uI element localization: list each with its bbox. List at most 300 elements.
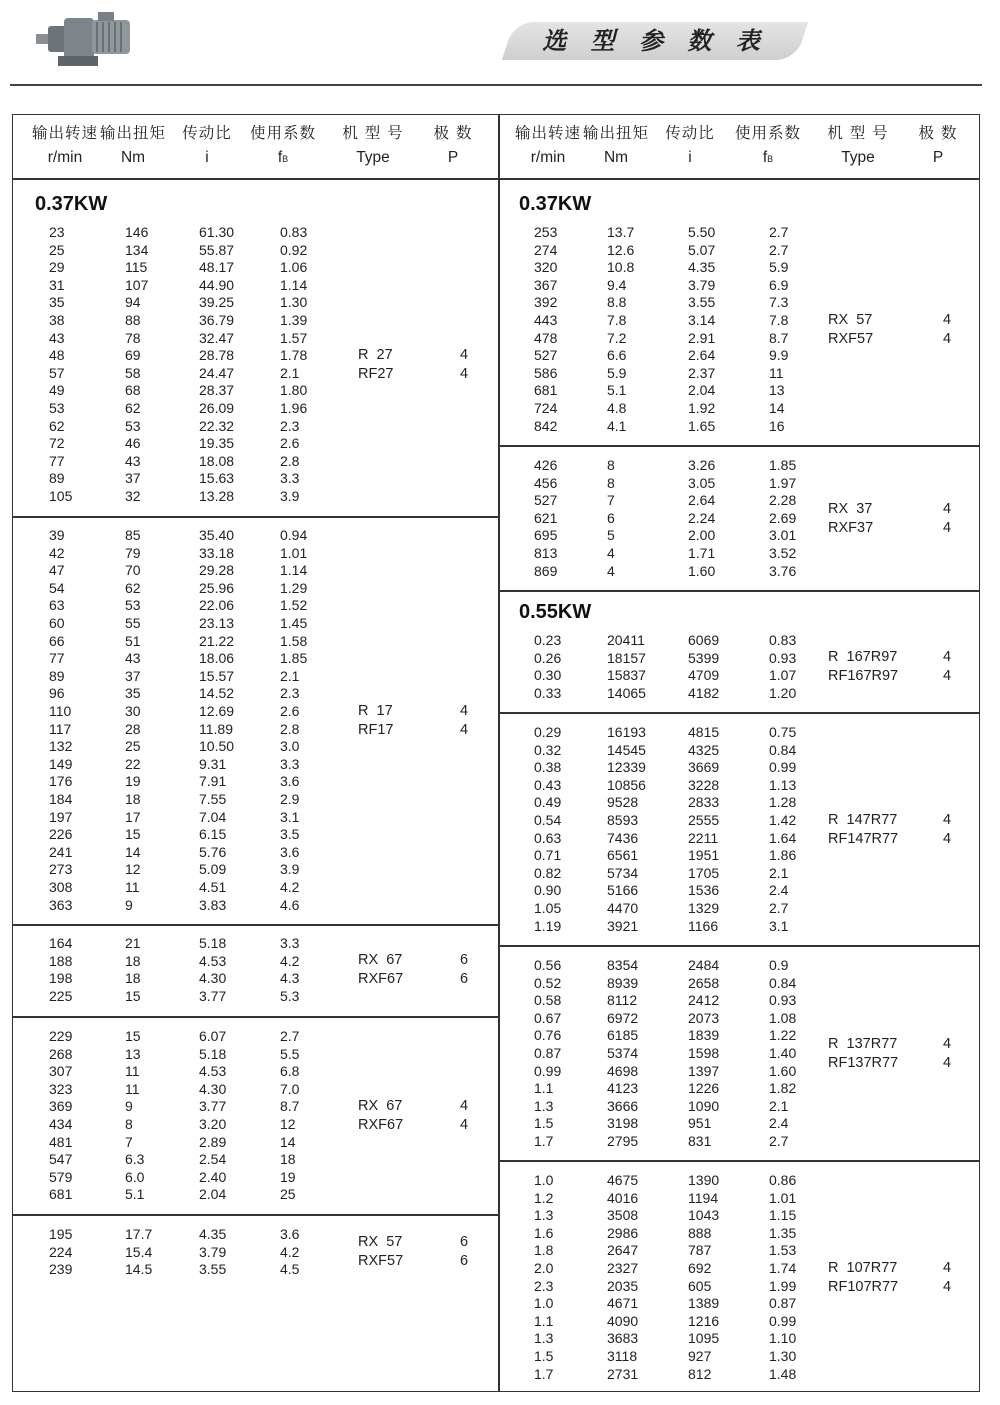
table-cell: 47 <box>49 562 65 579</box>
table-cell: 268 <box>49 1045 73 1062</box>
table-cell: 1839 <box>688 1027 720 1044</box>
model-type: R 137R77 RF137R77 <box>828 1035 899 1071</box>
table-cell: 0.43 <box>534 776 562 793</box>
table-cell: 4123 <box>607 1080 639 1097</box>
table-cell: 1.7 <box>534 1133 554 1149</box>
table-cell: 0.94 <box>280 527 308 543</box>
table-cell: 4090 <box>607 1312 639 1329</box>
table-cell: 25 <box>125 738 141 755</box>
column-header-cn: 输出转速 <box>31 124 98 142</box>
table-cell: 239 <box>49 1261 73 1278</box>
table-cell: 195 <box>49 1226 73 1242</box>
table-cell: 37 <box>125 470 141 487</box>
column-header-cn: 传动比 <box>665 124 715 142</box>
table-cell: 35 <box>49 294 65 311</box>
table-cell: 2073 <box>688 1009 720 1026</box>
table-cell: 0.75 <box>769 724 797 740</box>
table-cell: 2.1 <box>769 1097 789 1114</box>
table-cell: 4.2 <box>280 879 300 895</box>
table-cell: 3118 <box>607 1348 638 1364</box>
page-title: 选 型 参 数 表 <box>542 27 768 55</box>
table-cell: 8939 <box>607 974 639 991</box>
table-cell: 19 <box>125 773 141 790</box>
table-cell: 831 <box>688 1133 712 1149</box>
table-cell: 0.71 <box>534 847 562 864</box>
table-cell: 456 <box>534 474 558 491</box>
table-cell: 2.40 <box>199 1168 227 1185</box>
column-header-right-4 <box>728 121 808 171</box>
table-cell: 0.32 <box>534 741 562 758</box>
pole-count: 4 4 <box>943 1259 952 1295</box>
header-divider <box>13 178 979 180</box>
table-cell: 1.1 <box>534 1312 554 1329</box>
table-cell: 1.08 <box>769 1009 797 1026</box>
table-cell: 5.50 <box>688 224 716 240</box>
table-cell: 15.63 <box>199 470 235 487</box>
table-cell: 77 <box>49 650 65 667</box>
table-cell: 11.89 <box>199 720 233 737</box>
table-cell: 16193 <box>607 724 646 740</box>
table-cell: 2.7 <box>769 900 789 916</box>
table-cell: 4 <box>607 562 615 579</box>
table-cell: 6.6 <box>607 347 627 364</box>
table-cell: 6.15 <box>199 826 227 843</box>
column-header-cn: 机 型 号 <box>827 124 889 142</box>
table-cell: 23 <box>49 224 65 240</box>
table-cell: 1.14 <box>280 562 308 579</box>
table-cell: 4675 <box>607 1172 639 1188</box>
table-cell: 0.99 <box>534 1062 562 1079</box>
table-cell: 3.83 <box>199 896 227 913</box>
table-cell: 1.22 <box>769 1027 797 1044</box>
table-cell: 681 <box>49 1186 73 1203</box>
table-cell: 3.79 <box>199 1243 227 1260</box>
table-cell: 1.85 <box>280 650 308 667</box>
table-cell: 0.76 <box>534 1027 562 1044</box>
table-cell: 198 <box>49 970 73 987</box>
column-header-en: P <box>447 149 459 166</box>
table-cell: 2035 <box>607 1277 639 1294</box>
column-header-cn: 输出扭矩 <box>582 124 649 142</box>
table-cell: 0.56 <box>534 957 562 973</box>
table-cell: 787 <box>688 1242 712 1259</box>
column-header-right-6 <box>908 121 968 171</box>
table-cell: 2.7 <box>280 1028 300 1044</box>
table-cell: 1.78 <box>280 347 308 364</box>
table-cell: 2.8 <box>280 452 300 469</box>
table-cell: 0.90 <box>534 882 562 899</box>
table-cell: 2.04 <box>199 1186 227 1203</box>
table-cell: 6972 <box>607 1009 639 1026</box>
table-cell: 1.13 <box>769 776 797 793</box>
table-cell: 0.26 <box>534 649 562 666</box>
column-header-en: Type <box>356 149 390 166</box>
table-cell: 146 <box>125 224 149 240</box>
table-cell: 0.92 <box>280 241 308 258</box>
column-header-left-4 <box>243 121 323 171</box>
table-cell: 0.86 <box>769 1172 797 1188</box>
table-cell: 1.48 <box>769 1365 797 1382</box>
table-cell: 22 <box>125 755 141 772</box>
table-cell: 63 <box>49 597 65 614</box>
pole-count: 4 4 <box>943 1035 952 1071</box>
group-separator <box>13 516 499 518</box>
column-header-en: Nm <box>120 149 146 166</box>
table-cell: 9.9 <box>769 347 789 364</box>
table-cell: 32 <box>125 488 141 504</box>
table-cell: 9.31 <box>199 755 227 772</box>
column-header-left-2 <box>95 121 171 171</box>
table-cell: 2.69 <box>769 509 797 526</box>
table-cell: 7 <box>125 1133 133 1150</box>
table-cell: 1.29 <box>280 579 308 596</box>
table-cell: 1.20 <box>769 684 797 701</box>
table-cell: 28.78 <box>199 347 235 364</box>
table-cell: 3.52 <box>769 545 797 561</box>
table-cell: 2647 <box>607 1242 639 1259</box>
table-cell: 88 <box>125 312 141 328</box>
table-cell: 6.9 <box>769 276 789 293</box>
table-cell: 18 <box>125 791 141 807</box>
table-cell: 11 <box>125 879 140 895</box>
table-cell: 89 <box>49 667 65 684</box>
table-cell: 24.47 <box>199 364 235 381</box>
table-cell: 1.97 <box>769 474 797 491</box>
table-cell: 31 <box>49 276 65 293</box>
table-cell: 888 <box>688 1224 712 1241</box>
column-header-en: fB <box>762 149 774 166</box>
table-cell: 85 <box>125 527 141 543</box>
table-cell: 55 <box>125 615 141 631</box>
table-cell: 579 <box>49 1168 73 1185</box>
table-cell: 2731 <box>607 1365 639 1382</box>
table-cell: 4709 <box>688 667 720 684</box>
table-cell: 1.60 <box>769 1062 797 1079</box>
table-cell: 1705 <box>688 864 720 881</box>
column-header-left-1 <box>27 121 103 171</box>
column-header-cn: 机 型 号 <box>342 124 404 142</box>
table-cell: 2833 <box>688 794 720 811</box>
table-cell: 1.30 <box>769 1348 797 1364</box>
table-cell: 33.18 <box>199 544 235 561</box>
table-cell: 1.6 <box>534 1224 554 1241</box>
table-cell: 927 <box>688 1348 712 1364</box>
power-label: 0.37KW <box>35 193 108 215</box>
table-cell: 229 <box>49 1028 73 1044</box>
table-cell: 1.5 <box>534 1115 554 1132</box>
table-cell: 2.91 <box>688 329 716 346</box>
table-cell: 3.79 <box>688 276 716 293</box>
table-cell: 5734 <box>607 864 639 881</box>
table-cell: 812 <box>688 1365 712 1382</box>
table-cell: 1536 <box>688 882 720 899</box>
table-cell: 3.05 <box>688 474 716 491</box>
table-cell: 117 <box>49 720 72 737</box>
table-cell: 35 <box>125 685 141 702</box>
table-cell: 1.53 <box>769 1242 797 1259</box>
table-cell: 7.2 <box>607 329 627 346</box>
table-cell: 9 <box>125 1098 133 1115</box>
table-cell: 2.7 <box>769 1133 789 1149</box>
table-cell: 15837 <box>607 667 646 684</box>
table-cell: 5399 <box>688 649 720 666</box>
table-cell: 586 <box>534 364 558 381</box>
table-cell: 1216 <box>688 1312 720 1329</box>
table-cell: 0.83 <box>280 224 308 240</box>
model-type: R 107R77 RF107R77 <box>828 1259 899 1295</box>
table-cell: 320 <box>534 259 558 276</box>
table-cell: 18 <box>125 952 141 969</box>
model-type: RX 67 RXF67 <box>358 1098 404 1133</box>
table-cell: 26.09 <box>199 400 235 416</box>
column-header-cn: 使用系数 <box>249 124 316 142</box>
table-cell: 4 <box>607 545 615 561</box>
pole-count: 4 4 <box>460 346 469 382</box>
table-cell: 5.76 <box>199 843 227 860</box>
table-cell: 3.14 <box>688 312 716 328</box>
table-cell: 94 <box>125 294 141 311</box>
table-cell: 426 <box>534 457 558 473</box>
table-cell: 15 <box>125 1028 141 1044</box>
table-cell: 10.8 <box>607 259 635 276</box>
table-cell: 869 <box>534 562 558 579</box>
table-cell: 1.0 <box>534 1295 554 1312</box>
selection-parameter-table <box>12 114 980 1392</box>
table-cell: 13 <box>769 382 785 399</box>
column-header-en: fB <box>277 149 289 166</box>
table-cell: 149 <box>49 755 73 772</box>
table-cell: 5.9 <box>769 259 789 276</box>
table-cell: 18.06 <box>199 650 235 667</box>
table-cell: 1.60 <box>688 562 716 579</box>
table-cell: 2.7 <box>769 241 789 258</box>
table-cell: 2795 <box>607 1133 639 1149</box>
table-cell: 13 <box>125 1045 141 1062</box>
table-cell: 17.7 <box>125 1226 153 1242</box>
table-cell: 17 <box>125 808 141 825</box>
table-cell: 20411 <box>607 632 645 648</box>
table-cell: 1.3 <box>534 1097 554 1114</box>
table-cell: 1.3 <box>534 1207 554 1224</box>
table-cell: 2.1 <box>769 864 789 881</box>
table-cell: 13.28 <box>199 488 235 504</box>
table-cell: 2.89 <box>199 1133 227 1150</box>
table-cell: 3.9 <box>280 488 300 504</box>
table-cell: 14 <box>280 1133 296 1150</box>
group-separator <box>499 945 979 947</box>
group-separator <box>13 1016 499 1018</box>
table-cell: 1.80 <box>280 382 308 399</box>
table-cell: 3666 <box>607 1097 639 1114</box>
table-cell: 68 <box>125 382 141 399</box>
table-cell: 2.7 <box>769 224 789 240</box>
table-cell: 226 <box>49 826 73 843</box>
table-cell: 8112 <box>607 992 638 1009</box>
table-cell: 1095 <box>688 1330 720 1347</box>
table-cell: 3508 <box>607 1207 639 1224</box>
table-cell: 3.6 <box>280 843 300 860</box>
column-header-cn: 极 数 <box>433 124 473 142</box>
table-cell: 4.35 <box>688 259 716 276</box>
table-cell: 621 <box>534 509 558 526</box>
table-cell: 176 <box>49 773 73 790</box>
table-cell: 36.79 <box>199 312 235 328</box>
model-type: R 147R77 RF147R77 <box>828 811 899 847</box>
table-cell: 58 <box>125 364 141 381</box>
table-cell: 3.0 <box>280 738 300 755</box>
table-cell: 0.63 <box>534 829 562 846</box>
table-cell: 8.8 <box>607 294 627 311</box>
table-cell: 8 <box>607 474 615 491</box>
table-cell: 62 <box>125 579 141 596</box>
table-cell: 25 <box>49 241 65 258</box>
table-cell: 1.19 <box>534 917 562 934</box>
group-separator <box>499 1160 979 1162</box>
table-cell: 1.01 <box>769 1189 797 1206</box>
table-cell: 1.52 <box>280 597 308 614</box>
gear-motor-icon <box>34 8 134 72</box>
model-type: R 17 RF17 <box>358 702 394 738</box>
table-cell: 22.32 <box>199 417 235 434</box>
table-cell: 2.00 <box>688 527 716 544</box>
table-cell: 0.84 <box>769 974 797 991</box>
table-cell: 1194 <box>688 1189 719 1206</box>
table-cell: 22.06 <box>199 597 235 614</box>
group-separator <box>499 712 979 714</box>
table-cell: 5.9 <box>607 364 627 381</box>
table-cell: 2.8 <box>280 720 300 737</box>
table-cell: 43 <box>125 650 141 667</box>
table-cell: 77 <box>49 452 65 469</box>
table-cell: 3.55 <box>199 1261 227 1278</box>
table-cell: 11 <box>769 364 784 381</box>
model-type: R 167R97 RF167R97 <box>828 649 899 685</box>
table-cell: 4.2 <box>280 1243 300 1260</box>
table-cell: 3.3 <box>280 935 300 951</box>
table-cell: 2.37 <box>688 364 716 381</box>
table-cell: 0.9 <box>769 957 789 973</box>
table-cell: 3.5 <box>280 826 300 843</box>
power-label: 0.55KW <box>519 601 592 623</box>
table-cell: 2.4 <box>769 1115 789 1132</box>
table-cell: 53 <box>125 597 141 614</box>
table-cell: 11 <box>125 1063 140 1080</box>
pole-count: 4 4 <box>460 702 469 738</box>
table-cell: 16 <box>769 417 785 434</box>
table-cell: 15 <box>125 987 141 1004</box>
table-cell: 1390 <box>688 1172 720 1188</box>
pole-count: 4 4 <box>943 649 952 685</box>
table-cell: 1.28 <box>769 794 797 811</box>
table-cell: 15.4 <box>125 1243 153 1260</box>
table-cell: 60 <box>49 615 65 631</box>
table-cell: 1.92 <box>688 400 716 416</box>
table-cell: 443 <box>534 312 558 328</box>
table-cell: 1397 <box>688 1062 720 1079</box>
table-cell: 89 <box>49 470 65 487</box>
table-cell: 164 <box>49 935 73 951</box>
table-cell: 105 <box>49 488 73 504</box>
table-cell: 2.1 <box>280 667 300 684</box>
table-cell: 724 <box>534 400 558 416</box>
table-cell: 51 <box>125 632 141 649</box>
table-cell: 49 <box>49 382 65 399</box>
table-cell: 1.74 <box>769 1260 797 1276</box>
column-header-left-6 <box>423 121 483 171</box>
table-cell: 2.0 <box>534 1260 554 1276</box>
group-separator <box>499 445 979 447</box>
table-cell: 107 <box>125 276 149 293</box>
table-cell: 6.3 <box>125 1151 145 1168</box>
table-cell: 0.58 <box>534 992 562 1009</box>
table-cell: 10.50 <box>199 738 235 755</box>
table-cell: 4016 <box>607 1189 639 1206</box>
table-cell: 2484 <box>688 957 720 973</box>
table-cell: 6561 <box>607 847 639 864</box>
table-cell: 9.4 <box>607 276 627 293</box>
table-cell: 7.8 <box>769 312 789 328</box>
table-cell: 10856 <box>607 776 646 793</box>
group-separator <box>13 924 499 926</box>
table-cell: 29.28 <box>199 562 235 579</box>
table-cell: 241 <box>49 843 73 860</box>
table-cell: 2327 <box>607 1260 639 1276</box>
table-cell: 44.90 <box>199 276 235 293</box>
table-cell: 1.35 <box>769 1224 797 1241</box>
column-header-cn: 极 数 <box>918 124 958 142</box>
table-cell: 12339 <box>607 759 646 776</box>
table-cell: 4.2 <box>280 952 300 969</box>
table-cell: 48.17 <box>199 259 235 276</box>
table-cell: 0.99 <box>769 1312 797 1329</box>
table-cell: 2211 <box>688 829 719 846</box>
table-cell: 1.58 <box>280 632 308 649</box>
table-cell: 7 <box>607 492 615 509</box>
table-cell: 1.96 <box>280 400 308 416</box>
table-cell: 57 <box>49 364 65 381</box>
table-cell: 7.04 <box>199 808 227 825</box>
table-cell: 1.8 <box>534 1242 554 1259</box>
table-cell: 32.47 <box>199 329 235 346</box>
table-cell: 3.6 <box>280 1226 300 1242</box>
table-cell: 13.7 <box>607 224 635 240</box>
table-cell: 134 <box>125 241 149 258</box>
table-cell: 1.3 <box>534 1330 554 1347</box>
table-cell: 4.53 <box>199 952 227 969</box>
table-cell: 0.52 <box>534 974 562 991</box>
table-cell: 2.4 <box>769 882 789 899</box>
table-cell: 4.3 <box>280 970 300 987</box>
table-cell: 14 <box>769 400 785 416</box>
table-cell: 28.37 <box>199 382 235 399</box>
table-cell: 62 <box>49 417 65 434</box>
table-cell: 69 <box>125 347 141 364</box>
table-cell: 527 <box>534 492 558 509</box>
pole-count: 6 6 <box>460 1234 469 1270</box>
table-cell: 7.91 <box>199 773 227 790</box>
table-cell: 0.49 <box>534 794 562 811</box>
table-cell: 184 <box>49 791 73 807</box>
table-cell: 2555 <box>688 812 720 828</box>
table-cell: 2.04 <box>688 382 716 399</box>
table-cell: 1.06 <box>280 259 308 276</box>
table-cell: 1.99 <box>769 1277 797 1294</box>
table-cell: 70 <box>125 562 141 579</box>
table-cell: 8593 <box>607 812 639 828</box>
table-cell: 3.6 <box>280 773 300 790</box>
table-cell: 39.25 <box>199 294 235 311</box>
table-cell: 2.64 <box>688 492 716 509</box>
